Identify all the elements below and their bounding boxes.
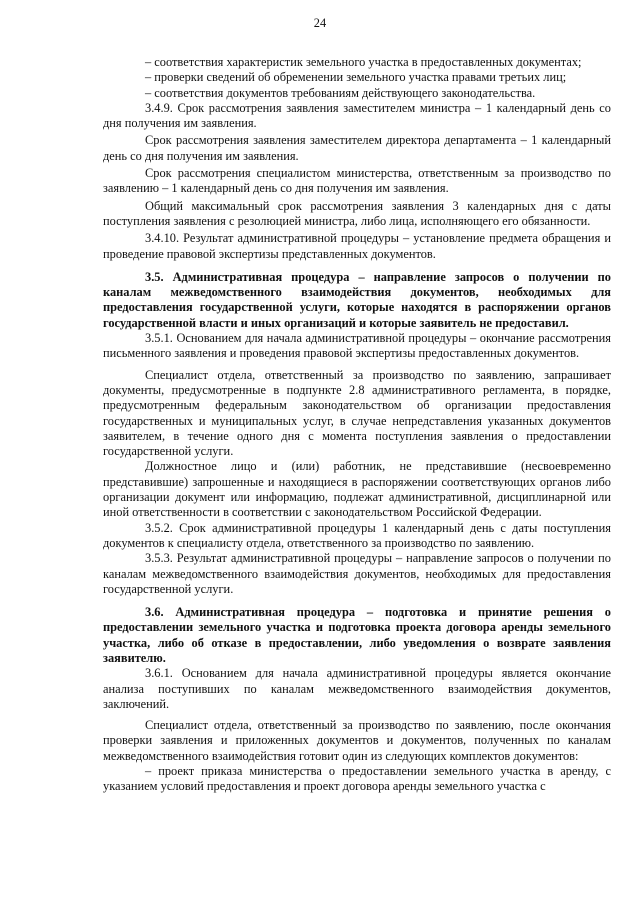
paragraph-3-5-official: Должностное лицо и (или) работник, не представившие (несвоевременно представившие) запрошенные и находящиеся в распоряжении соответствующих органов либо организации документ или информацию, подлежат административной, дисциплинарной или иной ответственности в соответствии с законодательством Российской Федерации. — [103, 459, 611, 520]
list-item: – соответствия характеристик земельного участка в предоставленных документах; — [145, 55, 582, 69]
paragraph-director-term: Срок рассмотрения заявления заместителем директора департамента – 1 календарный день со дня получения им заявления. — [103, 133, 611, 163]
paragraph-total-term: Общий максимальный срок рассмотрения заявления 3 календарных дня с даты поступления заявления с резолюцией министра, либо лица, исполняющего его обязанности. — [103, 198, 611, 228]
section-heading-3-5: 3.5. Административная процедура – направление запросов о получении по каналам межведомственного взаимодействия документов, необходимых для предоставления государственной услуги, которые находятся в распоряжении органов государственной власти и иных организаций и которые заявитель не предоставил. — [103, 269, 611, 330]
document-body — [103, 55, 611, 795]
paragraph-3-5-specialist: Специалист отдела, ответственный за производство по заявлению, запрашивает документы, предусмотренные в подпункте 2.8 административного регламента, в порядке, предусмотренным федеральным законодательством об организации предоставления государственных и муниципальных услуг, в случае непредставления указанных документов заявителем, в течение одного дня с момента поступления заявления о предоставлении государственной услуги. — [103, 367, 611, 459]
page-number: 24 — [313, 16, 327, 30]
paragraph-3-6-specialist: Специалист отдела, ответственный за производство по заявлению, после окончания проверки заявления и приложенных документов и документов, полученных по каналам межведомственного взаимодействия готовит один из следующих комплектов документов: — [103, 718, 611, 763]
list-item: – проверки сведений об обременении земельного участка правами третьих лиц; — [145, 70, 567, 85]
paragraph-3-5-3: 3.5.3. Результат административной процедуры – направление запросов о получении по каналам межведомственного взаимодействия документов, необходимых для предоставления государственной услуги. — [103, 551, 611, 596]
paragraph-3-4-9: 3.4.9. Срок рассмотрения заявления заместителем министра – 1 календарный день со дня получения им заявления. — [103, 100, 611, 131]
paragraph-3-6-1: 3.6.1. Основанием для начала административной процедуры является окончание анализа поступивших по каналам межведомственного взаимодействия документов, заключений. — [103, 666, 611, 711]
paragraph-specialist-term: Срок рассмотрения специалистом министерства, ответственным за производство по заявлению – 1 календарный день со дня получения им заявления. — [103, 166, 611, 196]
section-heading-3-6: 3.6. Административная процедура – подготовка и принятие решения о предоставлении земельного участка и подготовка проекта договора аренды земельного участка, либо об отказе в предоставлении, либо уведомления о возврате заявления заявителю. — [103, 605, 611, 665]
paragraph-3-5-1: 3.5.1. Основанием для начала административной процедуры – окончание рассмотрения письменного заявления и проведения правовой экспертизы предоставленных документов. — [103, 331, 611, 361]
list-item: – соответствия документов требованиям действующего законодательства. — [145, 85, 536, 100]
list-item: – проект приказа министерства о предоставлении земельного участка в аренду, с указанием условий предоставления и проект договора аренды земельного участка с — [103, 764, 611, 794]
paragraph-3-5-2: 3.5.2. Срок административной процедуры 1 календарный день с даты поступления документов к специалисту отдела, ответственного за производство по заявлению. — [103, 520, 611, 550]
paragraph-3-4-10: 3.4.10. Результат административной процедуры – установление предмета обращения и проведение правовой экспертизы представленных документов. — [103, 231, 611, 261]
